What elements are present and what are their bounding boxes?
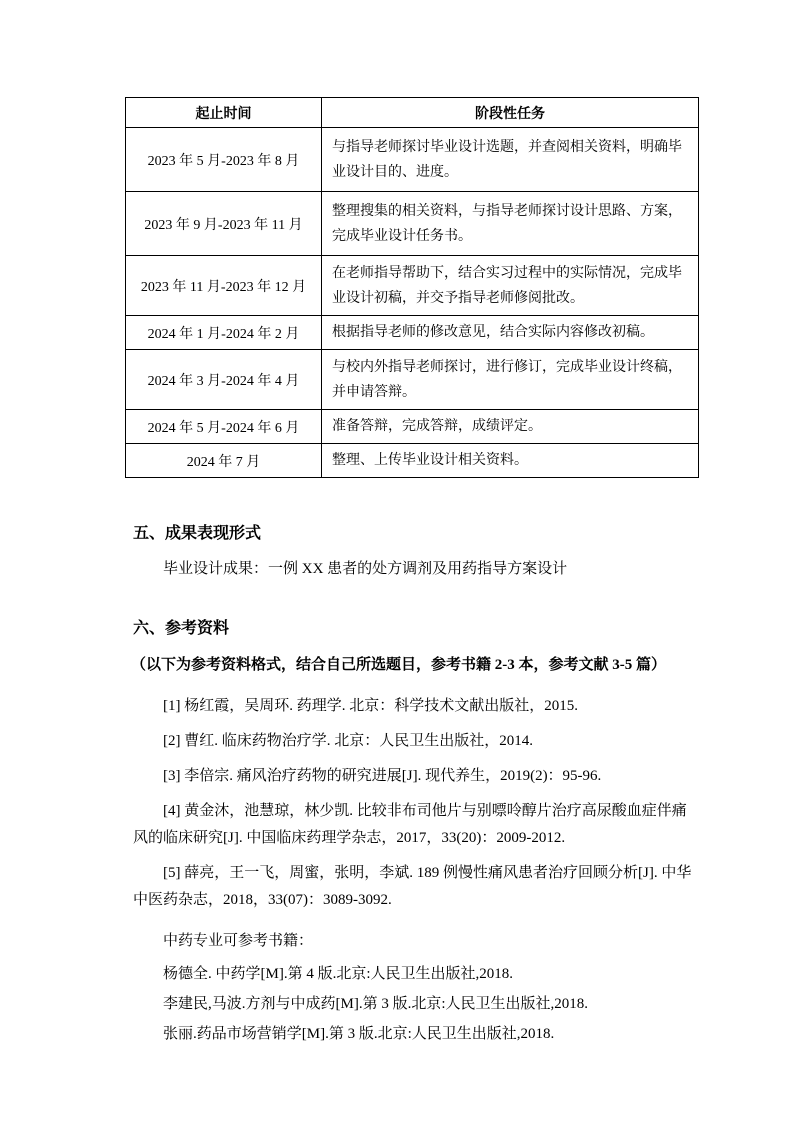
reference-item: [3] 李倍宗. 痛风治疗药物的研究进展[J]. 现代养生，2019(2)：95-96.: [163, 768, 602, 784]
task-cell: 整理、上传毕业设计相关资料。: [322, 444, 699, 478]
reference-item: [1] 杨红霞，吴周环. 药理学. 北京：科学技术文献出版社，2015.: [163, 698, 578, 714]
tcm-books-heading: 中药专业可参考书籍：: [163, 933, 314, 949]
col-header-task: 阶段性任务: [322, 98, 699, 128]
task-cell: 在老师指导帮助下，结合实习过程中的实际情况，完成毕业设计初稿，并交予指导老师修阅批改。: [322, 256, 699, 316]
table-row: [126, 316, 699, 350]
task-cell: 整理搜集的相关资料，与指导老师探讨设计思路、方案，完成毕业设计任务书。: [322, 192, 699, 256]
section5-content: 毕业设计成果：一例 XX 患者的处方调剂及用药指导方案设计: [163, 561, 568, 577]
schedule-table: [125, 97, 699, 478]
document-content: [125, 97, 699, 1051]
period-cell: 2024 年 7 月: [126, 444, 322, 478]
section6-note: （以下为参考资料格式，结合自己所选题目，参考书籍 2-3 本，参考文献 3-5 篇）: [131, 657, 666, 673]
reference-item: [2] 曹红. 临床药物治疗学. 北京：人民卫生出版社，2014.: [163, 733, 533, 749]
section6-title: 六、参考资料: [133, 620, 230, 637]
text-sections: [125, 520, 699, 1048]
table-row: [126, 128, 699, 192]
tcm-book-item: 李建民,马波.方剂与中成药[M].第 3 版.北京:人民卫生出版社,2018.: [163, 996, 588, 1012]
col-header-period: 起止时间: [126, 98, 322, 128]
reference-item: [4] 黄金沐，池慧琼，林少凯. 比较非布司他片与别嘌呤醇片治疗高尿酸血症伴痛风的临床研究[J]. 中国临床药理学杂志，2017，33(20)：2009-2012.: [133, 803, 687, 846]
period-cell: 2023 年 5 月-2023 年 8 月: [126, 128, 322, 192]
tcm-book-item: 张丽.药品市场营销学[M].第 3 版.北京:人民卫生出版社,2018.: [163, 1026, 555, 1042]
table-row: [126, 444, 699, 478]
period-cell: 2024 年 1 月-2024 年 2 月: [126, 316, 322, 350]
table-row: [126, 350, 699, 410]
task-cell: 准备答辩，完成答辩，成绩评定。: [322, 410, 699, 444]
task-cell: 根据指导老师的修改意见，结合实际内容修改初稿。: [322, 316, 699, 350]
period-cell: 2024 年 5 月-2024 年 6 月: [126, 410, 322, 444]
task-cell: 与指导老师探讨毕业设计选题，并查阅相关资料，明确毕业设计目的、进度。: [322, 128, 699, 192]
period-cell: 2023 年 9 月-2023 年 11 月: [126, 192, 322, 256]
task-cell: 与校内外指导老师探讨，进行修订，完成毕业设计终稿，并申请答辩。: [322, 350, 699, 410]
table-header-row: [126, 98, 699, 128]
period-cell: 2024 年 3 月-2024 年 4 月: [126, 350, 322, 410]
table-row: [126, 192, 699, 256]
period-cell: 2023 年 11 月-2023 年 12 月: [126, 256, 322, 316]
table-row: [126, 256, 699, 316]
table-row: [126, 410, 699, 444]
section5-title: 五、成果表现形式: [133, 525, 262, 542]
reference-item: [5] 薛亮，王一飞，周蜜，张明，李斌. 189 例慢性痛风患者治疗回顾分析[J]. 中华中医药杂志，2018，33(07)：3089-3092.: [133, 865, 692, 908]
tcm-book-item: 杨德全. 中药学[M].第 4 版.北京:人民卫生出版社,2018.: [163, 966, 513, 982]
